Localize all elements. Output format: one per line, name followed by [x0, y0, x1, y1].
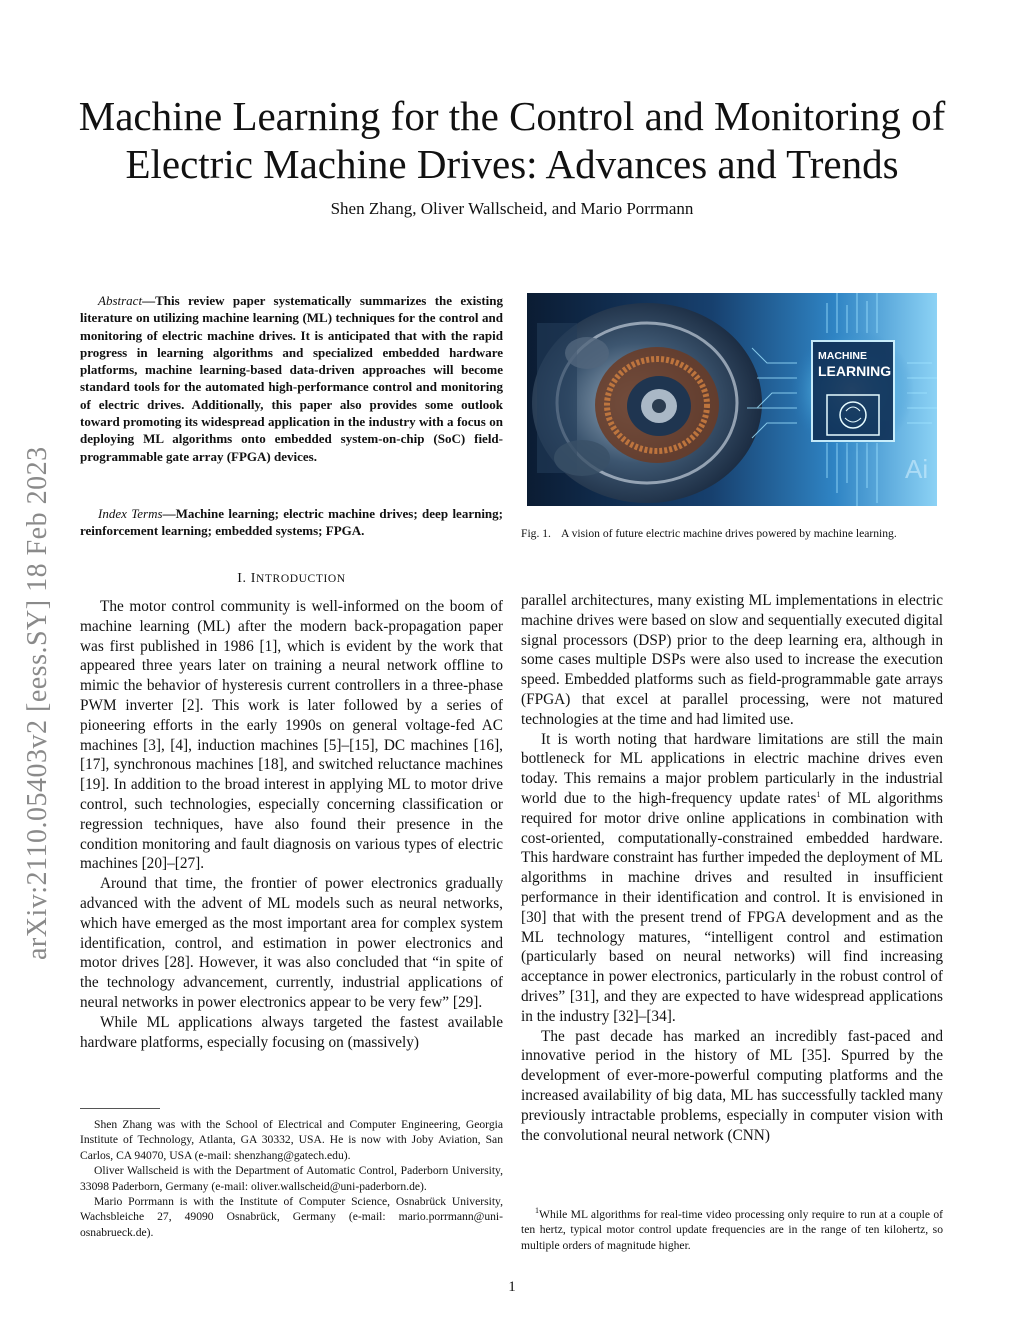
index-terms: [80, 505, 503, 540]
paragraph-text: of ML algorithms required for motor drive online applications in combination with cost-oriented, computationally-constrained embedded hardware. This hardware constraint has further impeded the deployment of ML algorithms in machine drives and resulted in insufficient performance in their identification and control. It is envisioned in [30] that with the present trend of FPGA development and as the ML technology matures, “intelligent control and estimation (particularly based on neural networks) will find increasing acceptance in power electronics, particularly in the robust control of drives” [31], and they are expected to have widespread applications in the industry [32]–[34].: [521, 789, 943, 1025]
figure-label: Fig. 1.: [521, 527, 551, 540]
abstract-lead: Abstract: [98, 293, 143, 308]
figure-caption: [521, 526, 943, 541]
abstract-text: —This review paper systematically summarizes the existing literature on utilizing machine learning (ML) techniques for the control and monitoring of electric machine drives. It is anticipated that with the rapid progress in learning algorithms and specialized embedded hardware platforms, machine learning-based data-driven approaches will become standard tools for the automated high-performance control and monitoring of electric drives. Additionally, this paper also provides some outlook toward promoting its widespread application in the industry with a focus on deploying ML algorithms onto embedded system-on-chip (SoC) field-programmable gate array (FPGA) devices.: [80, 293, 503, 464]
footnote-1-marker: 1: [535, 1206, 539, 1216]
arxiv-identifier: arXiv:2110.05403v2 [eess.SY] 18 Feb 2023: [22, 446, 53, 960]
page-number: 1: [508, 1279, 516, 1295]
index-terms-lead: Index Terms: [98, 506, 163, 521]
abstract: [80, 292, 503, 465]
section-rest: NTRODUCTION: [256, 573, 346, 585]
footnote-1-text: While ML algorithms for real-time video processing only require to run at a couple of ten hertz, typical motor control update frequencies are in the range of ten kilohertz, so multiple orders of magnitude higher.: [521, 1208, 943, 1252]
footnote-author-1: Shen Zhang was with the School of Electrical and Computer Engineering, Georgia Institute of Technology, Atlanta, GA 30332, USA. He is now with Joby Aviation, San Carlos, CA 94070, USA (e-mail: shenzhang@gatech.edu).: [80, 1118, 503, 1162]
footnote-author-2: Oliver Wallscheid is with the Department of Automatic Control, Paderborn University, 33098 Paderborn, Germany (e-mail: oliver.wallscheid@uni-paderborn.de).: [80, 1164, 503, 1193]
figure-caption-text: A vision of future electric machine drives powered by machine learning.: [560, 527, 897, 540]
footnote-divider: [80, 1108, 160, 1109]
footnote-1: [521, 1207, 943, 1253]
machine-learning-illustration: [527, 293, 937, 506]
section-numeral: I.: [237, 571, 251, 586]
body-paragraph: [521, 730, 943, 1027]
footnote-author-3: Mario Porrmann is with the Institute of Computer Science, Osnabrück University, Wachsbleiche 27, 49090 Osnabrück, Germany (e-mail: mario.porrmann@uni-osnabrueck.de).: [80, 1195, 503, 1239]
paragraph-text: It is worth noting that hardware limitations are still the main bottleneck for ML applications in electric machine drives even today. This remains a major problem particularly in the industrial world due to the high-frequency update rates: [521, 730, 943, 807]
section-heading-introduction: [80, 570, 503, 588]
footnote-marker: 1: [816, 789, 821, 799]
figure-image: [527, 293, 937, 506]
author-footnotes: [80, 1117, 503, 1240]
electric-motor-graphic: [532, 303, 762, 503]
body-paragraph: Around that time, the frontier of power electronics gradually advanced with the advent of ML models such as neural networks, which have emerged as the most important area for complex system identification, control, and estimation in power electronics and motor drives [28]. However, it was also concluded that “in spite of the technology advancement, currently, industrial applications of neural networks in power electronics appear to be very few” [29].: [80, 875, 503, 1011]
section-initial: I: [250, 571, 257, 586]
body-paragraph: While ML applications always targeted the fastest available hardware platforms, especially focusing on (massively): [80, 1013, 503, 1051]
ai-watermark-text: Ai: [905, 454, 929, 484]
body-paragraph: parallel architectures, many existing ML implementations in electric machine drives were based on slow and sequentially executed digital signal processors (DSP) prior to the deep learning era, although in some cases multiple DSPs were also used to increase the execution speed. Embedded platforms such as field-programmable gate arrays (FPGA) that excel at parallel processing, were not matured technologies at the time and had limited use.: [521, 592, 943, 728]
chip-label-line1: MACHINE: [818, 350, 867, 362]
index-terms-text: —Machine learning; electric machine drives; deep learning; reinforcement learning; embedded systems; FPGA.: [80, 506, 503, 539]
body-paragraph: The past decade has marked an incredibly fast-paced and innovative period in the history of ML [35]. Spurred by the development of ever-more-powerful computing platforms and the increased availability of big data, ML has successfully tackled many previously intractable problems, especially in computer vision with the convolutional neural network (CNN): [521, 1027, 943, 1144]
author-list: Shen Zhang, Oliver Wallscheid, and Mario Porrmann: [330, 199, 694, 218]
right-column-body: [521, 591, 943, 1145]
chip-label-line2: LEARNING: [818, 363, 892, 379]
left-column-body: [80, 597, 503, 1052]
body-paragraph: The motor control community is well-informed on the boom of machine learning (ML) after the modern back-propagation paper was first published in 1986 [1], which is evident by the work that appeared three years later on training a neural network offline to mimic the behavior of hysteresis current controllers in a three-phase PWM inverter [2]. This work is later followed by a series of pioneering efforts in the early 1990s on general voltage-fed AC machines [3], [4], induction machines [5]–[15], DC machines [16], [17], synchronous machines [18], and switched reluctance machines [19]. In addition to the broad interest in applying ML to motor drive control, such technologies, especially concerning classification or regression techniques, have also found their presence in the condition monitoring and fault diagnosis on various types of electric machines [20]–[27].: [80, 598, 503, 873]
paper-title: Machine Learning for the Control and Monitoring of Electric Machine Drives: Advances and Trends: [78, 93, 946, 187]
